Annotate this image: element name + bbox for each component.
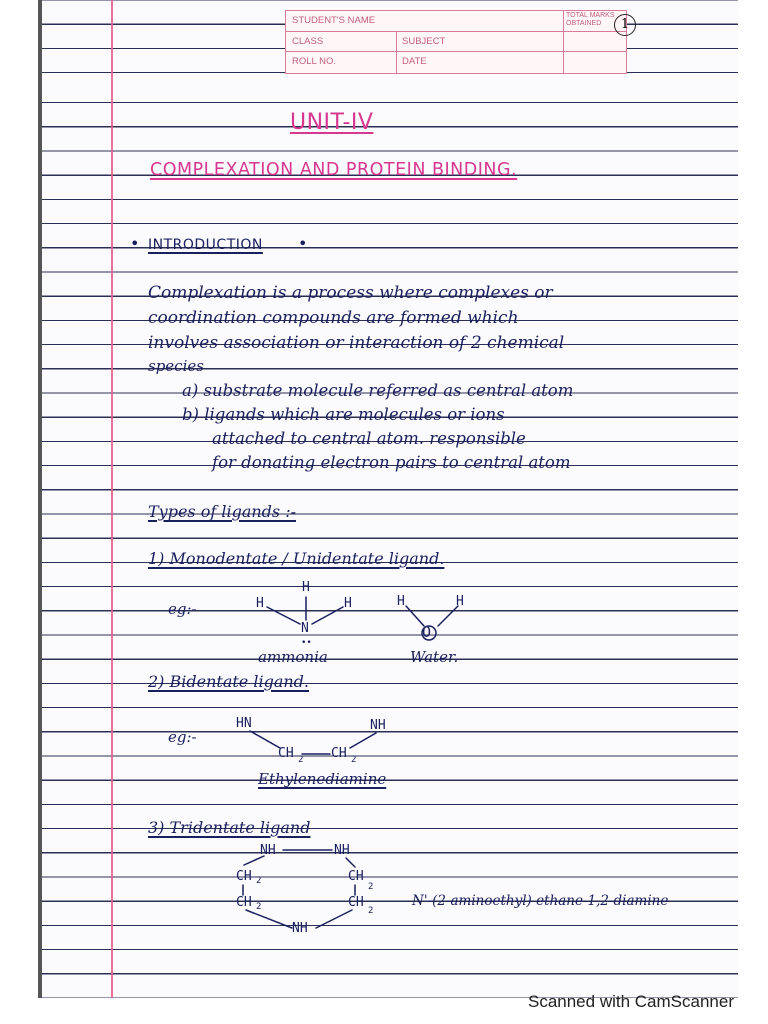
page-number: 1 xyxy=(614,14,636,36)
bi-eg: eg:- xyxy=(168,728,197,746)
en-sub-left: 2 xyxy=(298,755,304,765)
ammonia-h-left: H xyxy=(256,596,264,611)
water-h-right: H xyxy=(456,594,464,609)
bi-heading: 2) Bidentate ligand. xyxy=(148,672,309,691)
en-ch2-right: CH xyxy=(331,746,347,761)
en-nh-left: HN xyxy=(236,716,252,731)
water-h-left: H xyxy=(397,594,405,609)
intro-line-3: involves association or interaction of 2 chemical xyxy=(148,333,565,353)
en-nh-right: NH xyxy=(370,718,386,733)
water-o: O xyxy=(422,623,432,641)
ammonia-h-right: H xyxy=(344,596,352,611)
subject-label: SUBJECT xyxy=(402,36,446,47)
tri-ch2-1: CH xyxy=(236,869,252,884)
tri-ch2-4: CH xyxy=(348,895,364,910)
unit-title: UNIT-IV xyxy=(290,110,374,135)
class-label: CLASS xyxy=(292,36,324,47)
tri-sub-1: 2 xyxy=(256,876,262,886)
mono-heading: 1) Monodentate / Unidentate ligand. xyxy=(148,549,445,568)
mono-eg: eg:- xyxy=(168,600,197,618)
intro-point-b-3: for donating electron pairs to central atom xyxy=(212,453,571,472)
ammonia-n: N xyxy=(301,621,309,636)
main-title: COMPLEXATION AND PROTEIN BINDING. xyxy=(150,160,518,180)
ammonia-label: ammonia xyxy=(258,648,328,666)
ammonia-lone-pair: •• xyxy=(301,638,312,648)
tri-heading: 3) Tridentate ligand xyxy=(148,818,311,837)
tri-name: N'-(2-aminoethyl) ethane-1,2-diamine xyxy=(412,893,669,909)
en-sub-right: 2 xyxy=(351,755,357,765)
water-label: Water. xyxy=(410,648,459,666)
tri-ch2-2: CH xyxy=(236,895,252,910)
bullet-intro: • xyxy=(130,234,140,253)
roll-no-label: ROLL NO. xyxy=(292,56,336,67)
tri-sub-3: 2 xyxy=(368,882,374,892)
bi-name: Ethylenediamine xyxy=(258,770,387,788)
total-marks-label: TOTAL MARKS OBTAINED xyxy=(566,12,615,27)
intro-heading: INTRODUCTION xyxy=(148,237,263,253)
tri-nh-right: NH xyxy=(334,843,350,858)
intro-point-b: b) ligands which are molecules or ions xyxy=(182,405,505,424)
en-ch2-left: CH xyxy=(278,746,294,761)
ammonia-h-top: H xyxy=(302,580,310,595)
intro-point-b-2: attached to central atom. responsible xyxy=(212,429,526,448)
tri-sub-2: 2 xyxy=(256,902,262,912)
intro-point-a: a) substrate molecule referred as central atom xyxy=(182,381,574,400)
types-heading: Types of ligands :- xyxy=(148,502,297,521)
intro-line-2: coordination compounds are formed which xyxy=(148,308,519,328)
student-name-label: STUDENT'S NAME xyxy=(292,15,376,26)
tri-sub-4: 2 xyxy=(368,906,374,916)
tri-nh-left: NH xyxy=(260,843,276,858)
date-label: DATE xyxy=(402,56,427,67)
scanner-watermark: Scanned with CamScanner xyxy=(527,992,734,1011)
intro-line-1: Complexation is a process where complexes or xyxy=(148,283,553,303)
tri-ch2-3: CH xyxy=(348,869,364,884)
bullet-intro-end: • xyxy=(298,234,308,253)
intro-line-4: species xyxy=(148,357,204,375)
tri-nh-bottom: NH xyxy=(292,921,308,936)
